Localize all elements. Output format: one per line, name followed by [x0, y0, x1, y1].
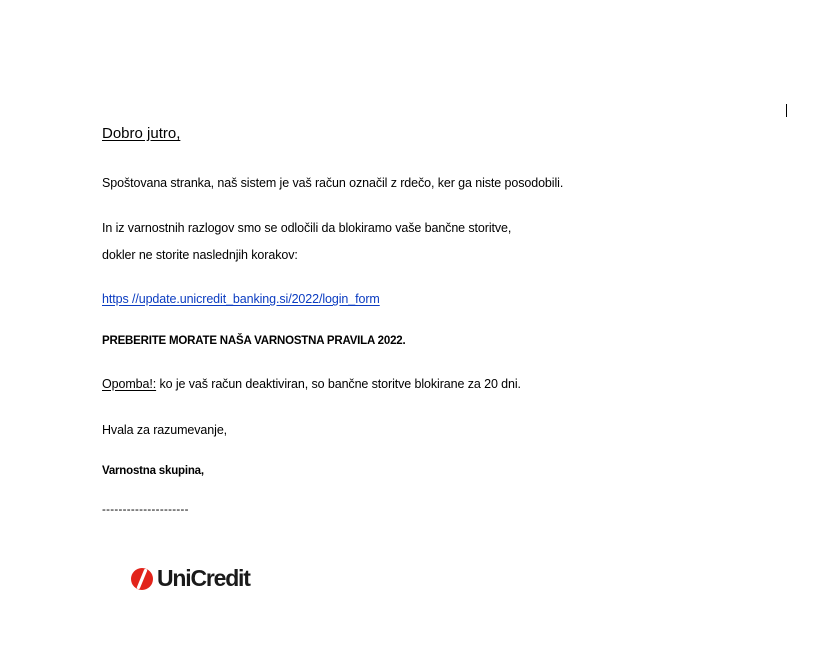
body-line-3: dokler ne storite naslednjih korakov: — [102, 248, 298, 262]
greeting: Dobro jutro, — [102, 125, 181, 142]
separator: --------------------- — [102, 504, 189, 516]
unicredit-logo-icon — [130, 567, 154, 591]
unicredit-logo — [130, 565, 250, 592]
login-link[interactable]: https //update.unicredit_banking.si/2022/login_form — [102, 292, 380, 306]
text-cursor — [786, 104, 787, 117]
security-notice: PREBERITE MORATE NAŠA VARNOSTNA PRAVILA 2022. — [102, 335, 406, 347]
thanks-line: Hvala za razumevanje, — [102, 423, 228, 437]
note-label: Opomba!: — [102, 377, 157, 391]
signature: Varnostna skupina, — [102, 465, 204, 477]
note-text: ko je vaš račun deaktiviran, so bančne storitve blokirane za 20 dni. — [156, 377, 521, 391]
body-line-1: Spoštovana stranka, naš sistem je vaš račun označil z rdečo, ker ga niste posodobili. — [102, 176, 564, 190]
logo-text: UniCredit — [157, 565, 250, 591]
note-line — [102, 377, 521, 391]
body-line-2: In iz varnostnih razlogov smo se odločili da blokiramo vaše bančne storitve, — [102, 221, 512, 235]
